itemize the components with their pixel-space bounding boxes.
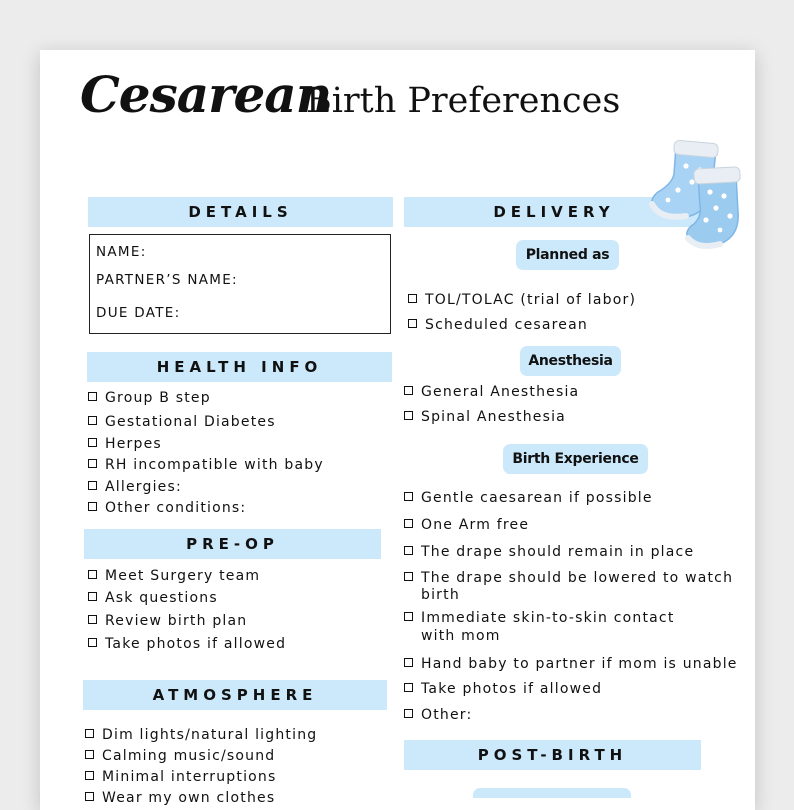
checkbox-icon[interactable] [88,459,97,468]
list-item: Group B step [88,389,211,407]
checkbox-icon[interactable] [408,319,417,328]
planned-as-label: Planned as [516,240,619,270]
post-birth-pill-partial [473,788,631,798]
list-item: Minimal interruptions [85,768,277,786]
checkbox-icon[interactable] [404,683,413,692]
list-item: Take photos if allowed [88,635,286,653]
list-item: Spinal Anesthesia [404,408,566,426]
checkbox-icon[interactable] [88,481,97,490]
list-item: One Arm free [404,516,529,534]
checkbox-icon[interactable] [88,502,97,511]
list-item: RH incompatible with baby [88,456,324,474]
checkbox-icon[interactable] [85,771,94,780]
list-item: Hand baby to partner if mom is unable [404,655,738,673]
list-item: Gentle caesarean if possible [404,489,653,507]
checkbox-icon[interactable] [88,416,97,425]
checkbox-icon[interactable] [88,570,97,579]
checkbox-icon[interactable] [404,519,413,528]
checkbox-icon[interactable] [85,792,94,801]
pre-op-header: PRE-OP [84,529,381,559]
checkbox-icon[interactable] [404,546,413,555]
due-date-field: DUE DATE: [96,305,181,321]
list-item: General Anesthesia [404,383,579,401]
post-birth-header: POST-BIRTH [404,740,701,770]
list-item: Herpes [88,435,162,453]
checkbox-icon[interactable] [408,294,417,303]
checkbox-icon[interactable] [88,638,97,647]
baby-socks-icon [646,140,746,252]
list-item: Dim lights/natural lighting [85,726,317,744]
checkbox-icon[interactable] [404,492,413,501]
partner-name-field: PARTNER’S NAME: [96,272,238,288]
checkbox-icon[interactable] [88,592,97,601]
list-item: Scheduled cesarean [408,316,588,334]
checkbox-icon[interactable] [88,392,97,401]
checkbox-icon[interactable] [404,572,413,581]
list-item: Wear my own clothes [85,789,275,807]
title-script: Cesarean [80,65,332,124]
list-item: Other: [404,706,472,724]
list-item: The drape should remain in place [404,543,694,561]
checkbox-icon[interactable] [88,438,97,447]
checkbox-icon[interactable] [404,658,413,667]
title-rest: Birth Preferences [306,81,621,121]
list-item: Other conditions: [88,499,246,517]
checkbox-icon[interactable] [404,709,413,718]
birth-experience-label: Birth Experience [503,444,648,474]
checkbox-icon[interactable] [404,612,413,621]
checkbox-icon[interactable] [88,615,97,624]
checkbox-icon[interactable] [85,750,94,759]
checkbox-icon[interactable] [404,411,413,420]
atmosphere-header: ATMOSPHERE [83,680,387,710]
list-item: Calming music/sound [85,747,275,765]
list-item: Meet Surgery team [88,567,260,585]
list-item: Allergies: [88,478,182,496]
list-item-continued: with mom [421,628,501,644]
list-item: TOL/TOLAC (trial of labor) [408,291,636,309]
list-item-continued: birth [421,587,460,603]
list-item: Ask questions [88,589,218,607]
details-header: DETAILS [88,197,393,227]
list-item: Gestational Diabetes [88,413,276,431]
delivery-header: DELIVERY [404,197,704,227]
checkbox-icon[interactable] [85,729,94,738]
name-field: NAME: [96,244,147,260]
anesthesia-label: Anesthesia [520,346,621,376]
list-item: Immediate skin-to-skin contact [404,609,675,627]
health-info-header: HEALTH INFO [87,352,392,382]
list-item: The drape should be lowered to watch [404,569,733,587]
checkbox-icon[interactable] [404,386,413,395]
list-item: Review birth plan [88,612,247,630]
list-item: Take photos if allowed [404,680,602,698]
